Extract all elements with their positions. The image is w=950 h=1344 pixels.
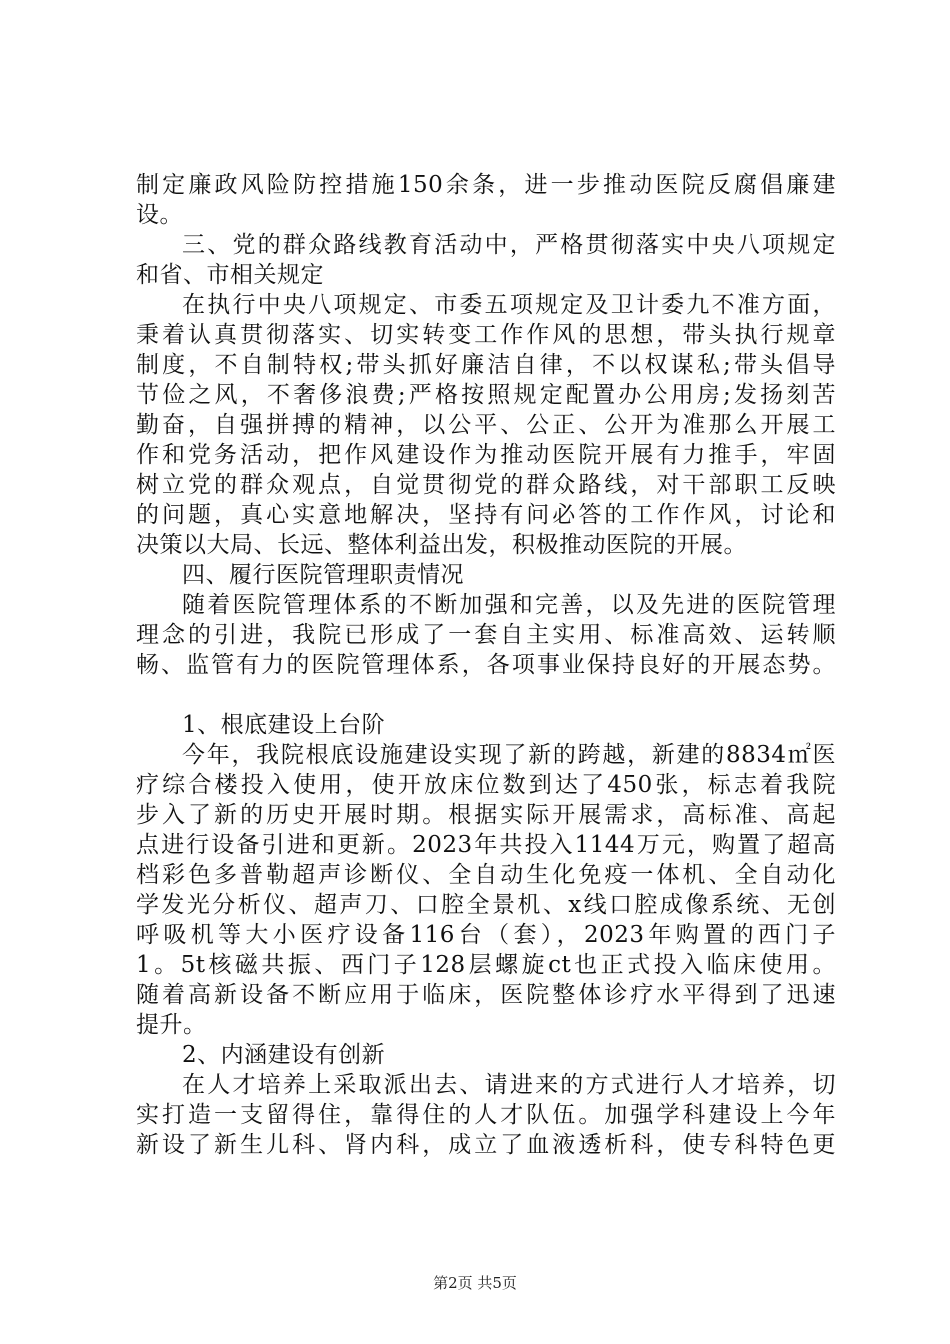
text-line: 作和党务活动，把作风建设作为推动医院开展有力推手，牢固: [136, 442, 836, 468]
text-line: 步入了新的历史开展时期。根据实际开展需求，高标准、高起: [136, 802, 836, 828]
text-line: 勤奋，自强拼搏的精神，以公平、公正、公开为准那么开展工: [136, 412, 836, 438]
text-line: 秉着认真贯彻落实、切实转变工作作风的思想，带头执行规章: [136, 322, 836, 348]
text-line: 树立党的群众观点，自觉贯彻党的群众路线，对干部职工反映: [136, 472, 836, 498]
text-line: 实打造一支留得住，靠得住的人才队伍。加强学科建设上今年: [136, 1102, 836, 1128]
text-line: 畅、监管有力的医院管理体系，各项事业保持良好的开展态势。: [136, 652, 836, 678]
text-line: 档彩色多普勒超声诊断仪、全自动生化免疫一体机、全自动化: [136, 862, 836, 888]
page-number: 第2页 共5页: [433, 1274, 517, 1292]
text-line: 在人才培养上采取派出去、请进来的方式进行人才培养，切: [182, 1072, 836, 1098]
text-line: 点进行设备引进和更新。2023年共投入1144万元，购置了超高: [136, 832, 836, 858]
document-body: [136, 170, 836, 1160]
section-heading: 和省、市相关规定: [136, 262, 324, 288]
text-line: 的问题，真心实意地解决，坚持有问必答的工作作风，讨论和: [136, 502, 836, 528]
text-line: 节俭之风，不奢侈浪费;严格按照规定配置办公用房;发扬刻苦: [136, 382, 836, 408]
text-line: 新设了新生儿科、肾内科，成立了血液透析科，使专科特色更: [136, 1132, 836, 1158]
text-line: 设。: [136, 202, 183, 228]
subsection-heading: 2、内涵建设有创新: [182, 1042, 386, 1068]
text-line: 在执行中央八项规定、市委五项规定及卫计委九不准方面，: [182, 292, 836, 318]
text-line: 学发光分析仪、超声刀、口腔全景机、x线口腔成像系统、无创: [136, 892, 836, 918]
subsection-heading: 1、根底建设上台阶: [182, 712, 386, 738]
paragraph-gap: [136, 680, 836, 710]
text-line: 今年，我院根底设施建设实现了新的跨越，新建的8834㎡医: [182, 742, 836, 768]
text-line: 随着高新设备不断应用于临床，医院整体诊疗水平得到了迅速: [136, 982, 836, 1008]
text-line: 理念的引进，我院已形成了一套自主实用、标准高效、运转顺: [136, 622, 836, 648]
text-line: 1。5t核磁共振、西门子128层螺旋ct也正式投入临床使用。: [136, 952, 836, 978]
section-heading: 三、党的群众路线教育活动中，严格贯彻落实中央八项规定: [182, 232, 836, 258]
text-line: 决策以大局、长远、整体利益出发，积极推动医院的开展。: [136, 532, 747, 558]
text-line: 制度，不自制特权;带头抓好廉洁自律，不以权谋私;带头倡导: [136, 352, 836, 378]
text-line: 随着医院管理体系的不断加强和完善，以及先进的医院管理: [182, 592, 836, 618]
text-line: 提升。: [136, 1012, 207, 1038]
text-line: 疗综合楼投入使用，使开放床位数到达了450张，标志着我院: [136, 772, 836, 798]
text-line: 呼吸机等大小医疗设备116台（套），2023年购置的西门子: [136, 922, 836, 948]
text-line: 制定廉政风险防控措施150余条，进一步推动医院反腐倡廉建: [136, 172, 836, 198]
section-heading: 四、履行医院管理职责情况: [182, 562, 464, 588]
